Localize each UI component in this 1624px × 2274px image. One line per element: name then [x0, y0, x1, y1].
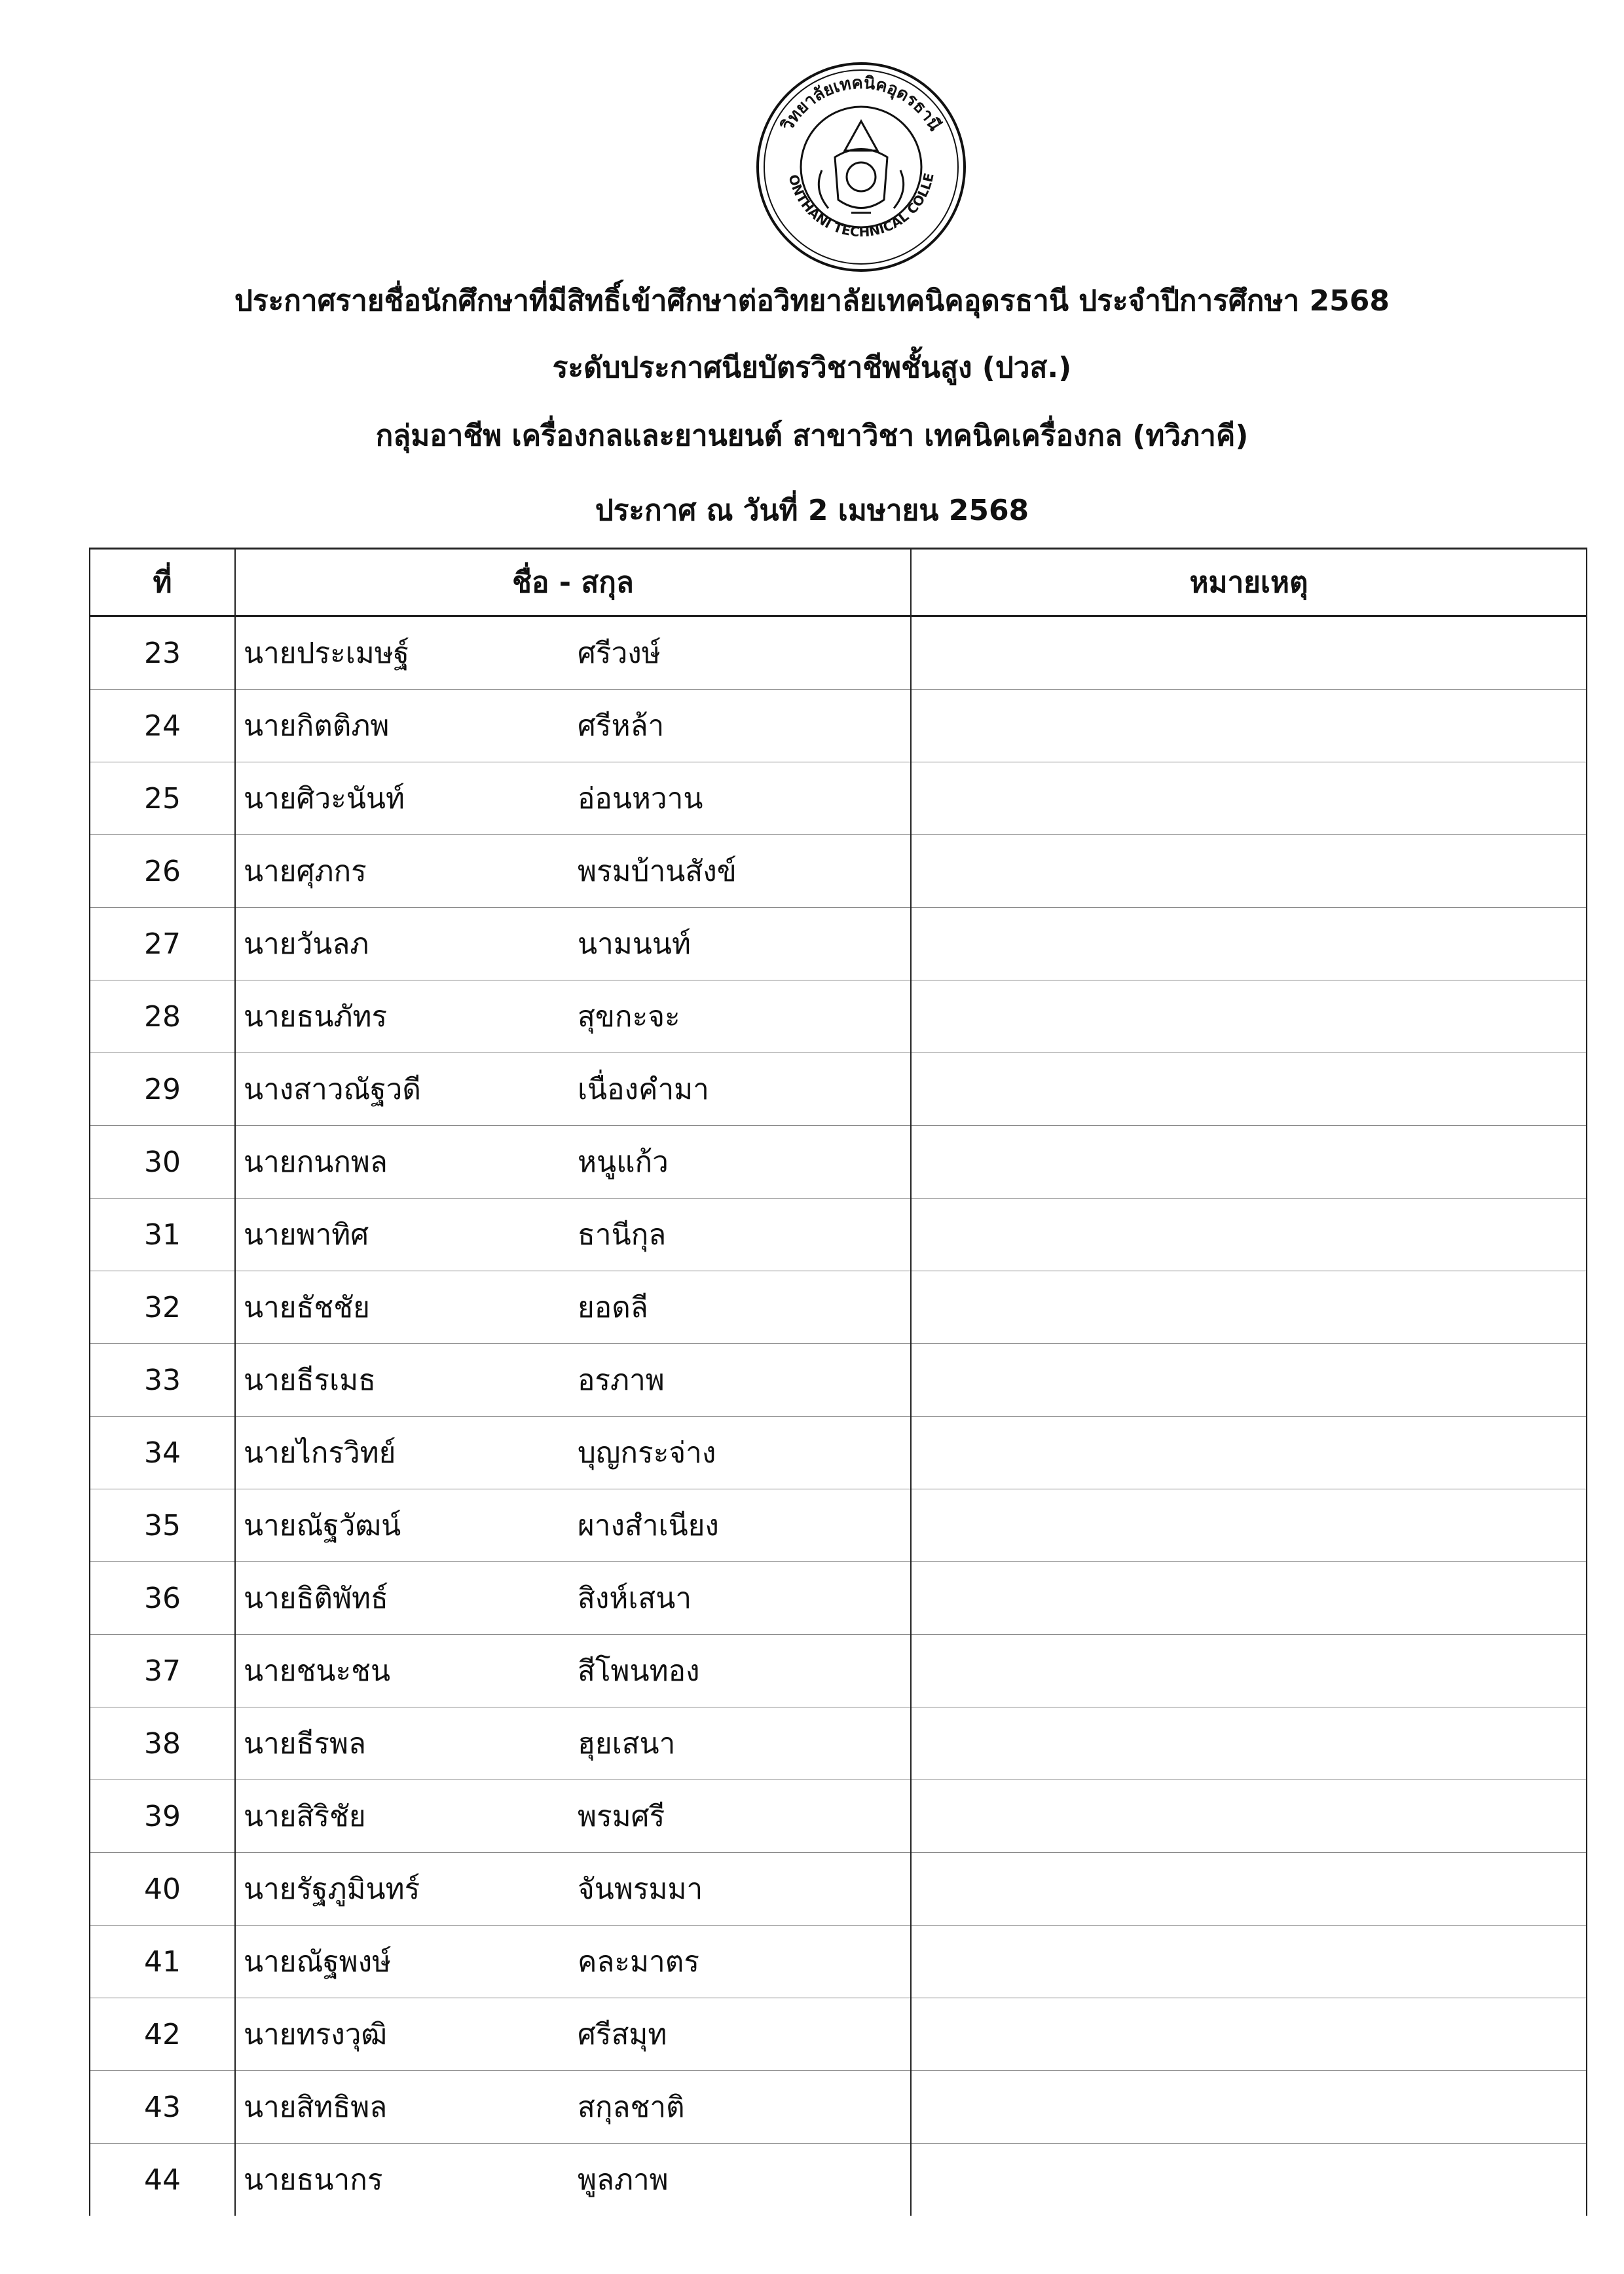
student-name-cell	[235, 1562, 911, 1635]
student-name-cell	[235, 2144, 911, 2216]
student-first-name: นายธิติพัทธ์	[244, 1582, 388, 1615]
row-number: 37	[90, 1635, 235, 1707]
row-number: 24	[90, 690, 235, 762]
table-row	[90, 1344, 1587, 1417]
student-first-name: นายธีรเมธ	[244, 1364, 376, 1397]
row-number: 39	[90, 1780, 235, 1853]
student-last-name: ยอดลี	[578, 1291, 648, 1324]
table-row	[90, 690, 1587, 762]
student-name-cell	[235, 1417, 911, 1489]
remark-cell	[911, 2144, 1587, 2216]
remark-cell	[911, 980, 1587, 1053]
table-row	[90, 1926, 1587, 1998]
student-name-cell	[235, 1926, 911, 1998]
student-last-name: พูลภาพ	[578, 2163, 669, 2197]
student-first-name: นายสิริชัย	[244, 1800, 366, 1833]
table-row	[90, 1998, 1587, 2071]
student-first-name: นายทรงวุฒิ	[244, 2018, 388, 2051]
table-row	[90, 1271, 1587, 1344]
row-number: 33	[90, 1344, 235, 1417]
table-row	[90, 1489, 1587, 1562]
remark-cell	[911, 1635, 1587, 1707]
student-last-name: พรมบ้านสังข์	[578, 855, 737, 888]
student-last-name: เนื่องคำมา	[578, 1073, 709, 1106]
row-number: 34	[90, 1417, 235, 1489]
student-name-cell	[235, 1126, 911, 1199]
student-first-name: นายพาทิศ	[244, 1218, 369, 1252]
row-number: 23	[90, 616, 235, 690]
remark-cell	[911, 1489, 1587, 1562]
remark-cell	[911, 1417, 1587, 1489]
remark-cell	[911, 835, 1587, 908]
table-row	[90, 1126, 1587, 1199]
row-number: 25	[90, 762, 235, 835]
student-name-cell	[235, 1199, 911, 1271]
student-last-name: นามนนท์	[578, 927, 691, 961]
student-last-name: ผางสำเนียง	[578, 1509, 719, 1542]
row-number: 36	[90, 1562, 235, 1635]
student-last-name: สุขกะจะ	[578, 1000, 680, 1034]
table-row	[90, 1562, 1587, 1635]
row-number: 26	[90, 835, 235, 908]
remark-cell	[911, 1562, 1587, 1635]
remark-cell	[911, 908, 1587, 980]
remark-cell	[911, 1199, 1587, 1271]
student-last-name: อรภาพ	[578, 1364, 665, 1397]
student-name-cell	[235, 2071, 911, 2144]
student-roster-table	[89, 548, 1587, 2216]
student-last-name: สีโพนทอง	[578, 1654, 700, 1688]
row-number: 43	[90, 2071, 235, 2144]
remark-cell	[911, 1126, 1587, 1199]
student-first-name: นายไกรวิทย์	[244, 1436, 396, 1470]
row-number: 41	[90, 1926, 235, 1998]
student-first-name: นายณัฐวัฒน์	[244, 1509, 401, 1542]
student-name-cell	[235, 835, 911, 908]
program-department: กลุ่มอาชีพ เครื่องกลและยานยนต์ สาขาวิชา เทคนิคเครื่องกล (ทวิภาคี)	[375, 419, 1249, 453]
table-row	[90, 2071, 1587, 2144]
college-seal	[753, 59, 969, 275]
student-name-cell	[235, 1635, 911, 1707]
row-number: 32	[90, 1271, 235, 1344]
row-number: 38	[90, 1707, 235, 1780]
table-row	[90, 1053, 1587, 1126]
student-last-name: หนูแก้ว	[578, 1146, 669, 1179]
table-row	[90, 1853, 1587, 1926]
table-row	[90, 1780, 1587, 1853]
remark-cell	[911, 1053, 1587, 1126]
student-first-name: นายธนากร	[244, 2163, 383, 2197]
column-header-number: ที่	[90, 549, 235, 616]
student-name-cell	[235, 1707, 911, 1780]
student-name-cell	[235, 690, 911, 762]
remark-cell	[911, 1707, 1587, 1780]
table-row	[90, 2144, 1587, 2216]
remark-cell	[911, 1926, 1587, 1998]
remark-cell	[911, 1853, 1587, 1926]
row-number: 42	[90, 1998, 235, 2071]
student-first-name: นายศิวะนันท์	[244, 782, 405, 815]
announcement-date: ประกาศ ณ วันที่ 2 เมษายน 2568	[595, 494, 1029, 527]
student-name-cell	[235, 980, 911, 1053]
announcement-title: ประกาศรายชื่อนักศึกษาที่มีสิทธิ์เข้าศึกษาต่อวิทยาลัยเทคนิคอุดรธานี ประจำปีการศึกษา 2568	[234, 284, 1390, 318]
remark-cell	[911, 1998, 1587, 2071]
row-number: 30	[90, 1126, 235, 1199]
table-row	[90, 1417, 1587, 1489]
student-first-name: นายสิทธิพล	[244, 2091, 388, 2124]
student-name-cell	[235, 616, 911, 690]
column-header-name: ชื่อ - สกุล	[235, 549, 911, 616]
remark-cell	[911, 1344, 1587, 1417]
table-body	[90, 616, 1587, 2216]
student-name-cell	[235, 1271, 911, 1344]
table-row	[90, 1635, 1587, 1707]
column-header-remark: หมายเหตุ	[911, 549, 1587, 616]
table-row	[90, 908, 1587, 980]
remark-cell	[911, 762, 1587, 835]
row-number: 31	[90, 1199, 235, 1271]
row-number: 40	[90, 1853, 235, 1926]
student-last-name: สิงห์เสนา	[578, 1582, 692, 1615]
remark-cell	[911, 690, 1587, 762]
row-number: 44	[90, 2144, 235, 2216]
student-first-name: นางสาวณัฐวดี	[244, 1073, 421, 1106]
table-header-row	[90, 549, 1587, 616]
table-row	[90, 1199, 1587, 1271]
student-last-name: ธานีกุล	[578, 1218, 667, 1252]
student-first-name: นายชนะชน	[244, 1654, 391, 1688]
student-first-name: นายประเมษฐ์	[244, 637, 410, 670]
remark-cell	[911, 1780, 1587, 1853]
student-name-cell	[235, 1344, 911, 1417]
student-first-name: นายรัฐภูมินทร์	[244, 1873, 420, 1906]
student-first-name: นายวันลภ	[244, 927, 369, 961]
student-name-cell	[235, 1053, 911, 1126]
student-name-cell	[235, 1998, 911, 2071]
seal-text-bottom: ONTHANI TECHNICAL COLLE	[785, 171, 937, 240]
education-level: ระดับประกาศนียบัตรวิชาชีพชั้นสูง (ปวส.)	[552, 351, 1072, 384]
table-row	[90, 762, 1587, 835]
student-first-name: นายธนภัทร	[244, 1000, 388, 1034]
student-last-name: สกุลชาติ	[578, 2091, 685, 2124]
table-row	[90, 616, 1587, 690]
row-number: 29	[90, 1053, 235, 1126]
row-number: 35	[90, 1489, 235, 1562]
student-last-name: ศรีสมุท	[578, 2018, 667, 2051]
student-last-name: พรมศรี	[578, 1800, 665, 1833]
student-last-name: ฮุยเสนา	[578, 1727, 676, 1761]
row-number: 28	[90, 980, 235, 1053]
student-last-name: จันพรมมา	[578, 1873, 703, 1906]
student-first-name: นายศุภกร	[244, 855, 367, 888]
student-name-cell	[235, 908, 911, 980]
student-last-name: คละมาตร	[578, 1945, 699, 1979]
student-first-name: นายธัชชัย	[244, 1291, 370, 1324]
student-name-cell	[235, 1780, 911, 1853]
student-name-cell	[235, 1489, 911, 1562]
student-last-name: อ่อนหวาน	[578, 782, 703, 815]
remark-cell	[911, 2071, 1587, 2144]
table-row	[90, 980, 1587, 1053]
student-name-cell	[235, 1853, 911, 1926]
student-name-cell	[235, 762, 911, 835]
table-row	[90, 835, 1587, 908]
table-row	[90, 1707, 1587, 1780]
student-last-name: ศรีหล้า	[578, 709, 665, 743]
remark-cell	[911, 1271, 1587, 1344]
student-first-name: นายกนกพล	[244, 1146, 388, 1179]
student-last-name: ศรีวงษ์	[578, 637, 661, 670]
student-last-name: บุญกระจ่าง	[578, 1436, 716, 1470]
seal-text-top: วิทยาลัยเทคนิคอุดรธานี	[777, 73, 945, 134]
row-number: 27	[90, 908, 235, 980]
student-first-name: นายธีรพล	[244, 1727, 367, 1761]
student-first-name: นายณัฐพงษ์	[244, 1945, 392, 1979]
remark-cell	[911, 616, 1587, 690]
student-first-name: นายกิตติภพ	[244, 709, 390, 743]
